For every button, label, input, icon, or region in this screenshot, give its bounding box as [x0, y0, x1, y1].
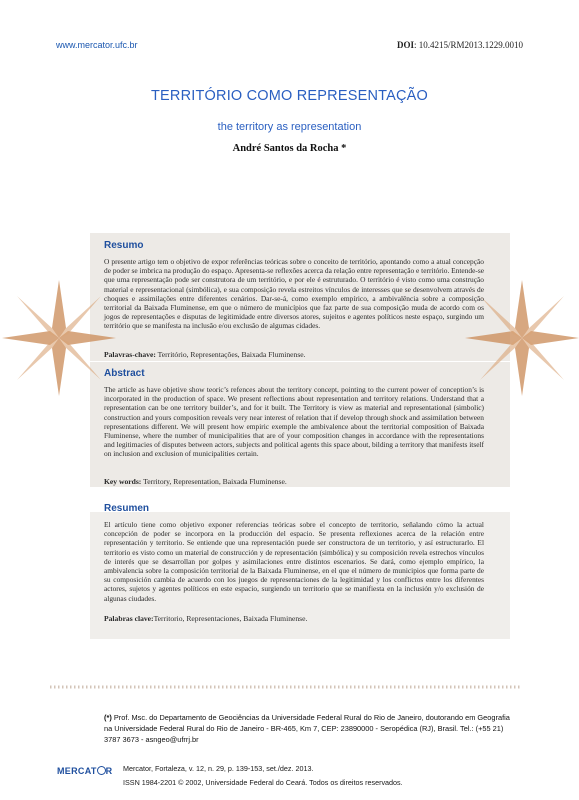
globe-icon: [97, 766, 106, 775]
resumo-keywords: [104, 350, 484, 359]
doi-value: : 10.4215/RM2013.1229.0010: [413, 40, 523, 50]
logo-text-left: MERCAT: [57, 766, 97, 776]
abstract-keywords-label: Key words:: [104, 477, 142, 486]
article-subtitle: the territory as representation: [217, 121, 362, 133]
abstract-body: The article as have objetive show teoric’s refences about the territory concept, pointing to the current power of conception’s is incorporated in the production of space. We present reflections about representation and territory relations. Understand that a representation can be one territory builder’s, and for it built. The Territory is view as material and representational (simbolic) construction and yours composition reveals very near interest of relation that if develop through shock and assimilation between representations different. We will present how empiric exemple the ambivalence about the territorial composition of Baixada Fluminense, where the number of municipalities that are of your composition changes in accordance with the representations and legitimacies of disputes between actors, subjects and political agents this space about, bilding a territory that manifests itself on inclusion and exclusion of municipalities certain.: [104, 385, 484, 459]
footnote-text: Prof. Msc. do Departamento de Geociências da Universidade Federal Rural do Rio de Janeiro, doutorando em Geografia na Universidade Federal Rural do Rio de Janeiro - BR-465, Km 7, CEP: 23890000 - Seropédica (RJ), Brasil. Tel.: (+55 21) 3787 3673 - asngeo@ufrrj.br: [104, 713, 510, 744]
abstract-keywords-value: Territory, Representation, Baixada Fluminense.: [141, 477, 287, 486]
logo-text-right: R: [105, 766, 113, 776]
abstract-heading: Abstract: [104, 368, 145, 379]
resumo-heading: Resumo: [104, 240, 144, 251]
author-footnote: [104, 712, 514, 745]
mercator-logo[interactable]: [57, 766, 112, 776]
journal-citation: Mercator, Fortaleza, v. 12, n. 29, p. 139-153, set./dez. 2013.: [123, 764, 314, 773]
doi-label: DOI: [396, 40, 414, 50]
resumen-body: El artículo tiene como objetivo exponer referencias teóricas sobre el concepto de territorio, señalando cómo la actual concepción de poder se incorpora en la producción del espacio. Se presenta reflexiones acerca de la relación entre representación y territorio. Se entiende que una representación puede ser constructora de un territorio, y así estructurarlo. El territorio es visto como un material de construcción y de representación (simbólica) y su composición revela estrechos vínculos de interés que se desarrollan por golpes y asimilaciones entre distintos escenarios. Se dará, como ejemplo empírico, la ambivalencia sobre la composición territorial de la Baixada Fluminense, en el que el número de municipios que forma parte de su composición cambia de acuerdo con los juegos de representaciones de la legitimidad y los conflictos entre los diferentes actores, sujetos y agentes políticos en este espacio, surgiendo un territorio que se manifiesta en la inclusión y/o exclusión de algunas ciudades.: [104, 520, 484, 603]
resumen-keywords-label: Palabras clave:: [104, 614, 154, 623]
compass-star-left-icon: [0, 278, 118, 398]
abstract-keywords: [104, 477, 484, 486]
resumo-keywords-value: Território, Representações, Baixada Fluminense.: [155, 350, 306, 359]
resumen-keywords: [104, 614, 484, 623]
issn-copyright: ISSN 1984-2201 © 2002, Universidade Federal do Ceará. Todos os direitos reservados.: [123, 778, 403, 787]
header-url[interactable]: www.mercator.ufc.br: [56, 40, 138, 50]
footnote-mark: (*): [104, 713, 112, 722]
dotted-divider: [50, 682, 520, 692]
header-doi: [397, 40, 523, 50]
resumen-heading: Resumen: [104, 503, 150, 514]
resumo-keywords-label: Palavras-chave:: [104, 350, 156, 359]
resumo-body: O presente artigo tem o objetivo de expor referências teóricas sobre o conceito de território, apontando como a atual concepção de poder se imbrica na produção do espaço. Apresenta-se reflexões acerca da relação entre representação e território. Entende-se que uma representação pode ser construtora de um território, e por ele é estruturado. O território é visto como uma construção material e representacional (simbólica), e sua composição revela estreitos vínculos de interesses que se desenvolvem através de choques e assimilações entre diferentes cenários. Dar-se-á, como exemplo empírico, a ambivalência sobre a composição territorial da Baixada Fluminense, em que o número de municípios que faz parte de sua composição muda de acordo com os jogos de representações e disputas de legitimidade entre diversos atores, sujeitos e agentes políticos neste espaço, surgindo um território que se manifesta na inclusão e/ou exclusão de algumas cidades.: [104, 257, 484, 331]
resumen-keywords-value: Territorio, Representaciones, Baixada Fluminense.: [153, 614, 308, 623]
article-title: TERRITÓRIO COMO REPRESENTAÇÃO: [150, 88, 429, 104]
article-author: André Santos da Rocha *: [232, 143, 347, 154]
